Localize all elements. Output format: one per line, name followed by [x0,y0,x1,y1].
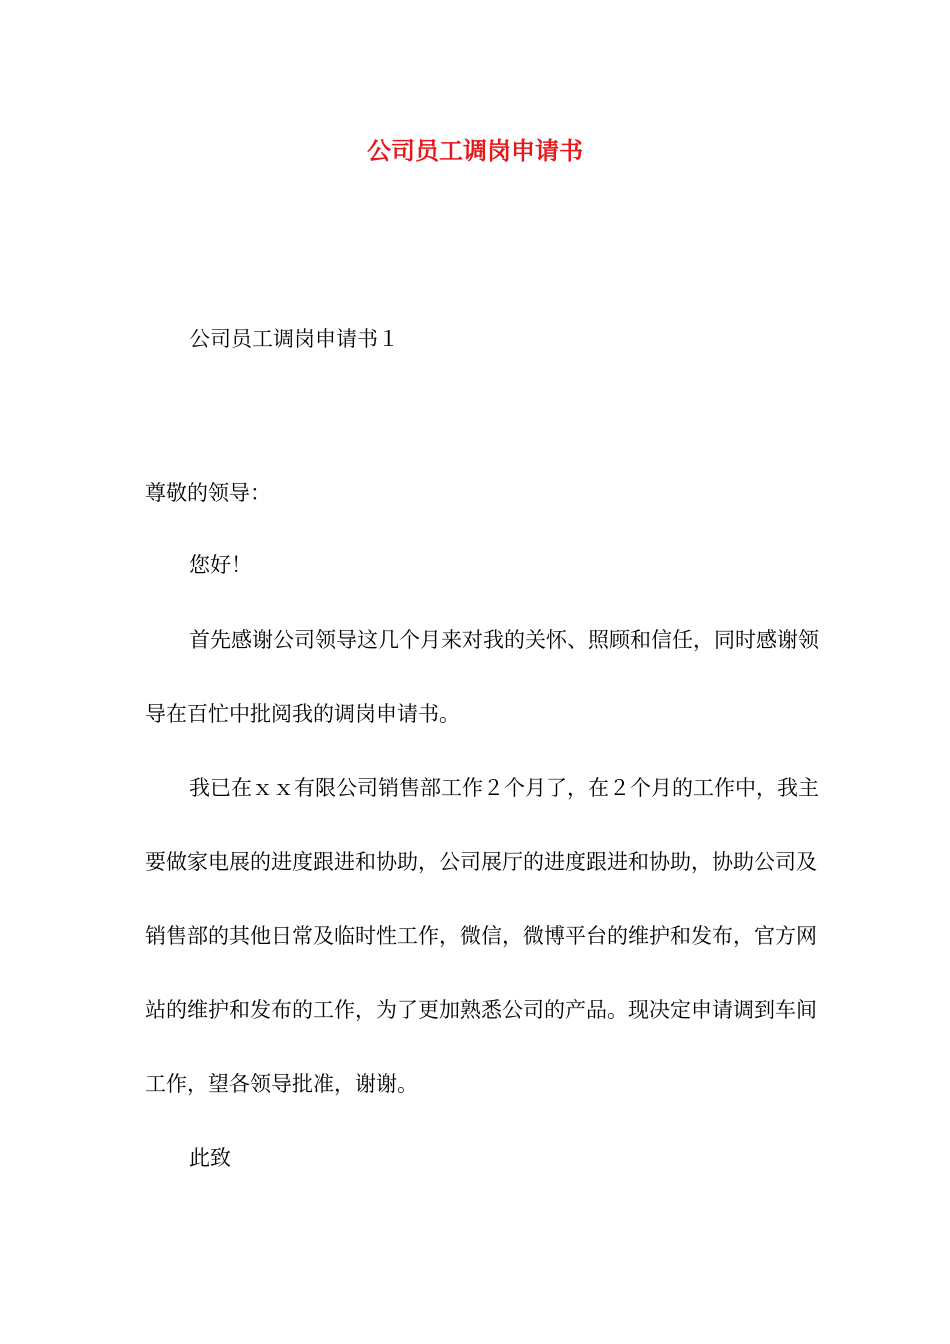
document-subtitle: 公司员工调岗申请书１ [189,327,399,351]
paragraph-request: 我已在ｘｘ有限公司销售部工作２个月了，在２个月的工作中，我主要做家电展的进度跟进和协助，公司展厅的进度跟进和协助，协助公司及销售部的其他日常及临时性工作，微信，微博平台的维护和发布，官方网站的维护和发布的工作，为了更加熟悉公司的产品。现决定申请调到车间工作，望各领导批准，谢谢。 [145,776,819,1096]
closing: 此致 [189,1146,231,1170]
salutation: 尊敬的领导： [145,481,271,505]
paragraph-thanks: 首先感谢公司领导这几个月来对我的关怀、照顾和信任，同时感谢领导在百忙中批阅我的调岗申请书。 [145,628,819,726]
greeting: 您好！ [189,553,252,577]
document-title: 公司员工调岗申请书 [367,137,583,165]
